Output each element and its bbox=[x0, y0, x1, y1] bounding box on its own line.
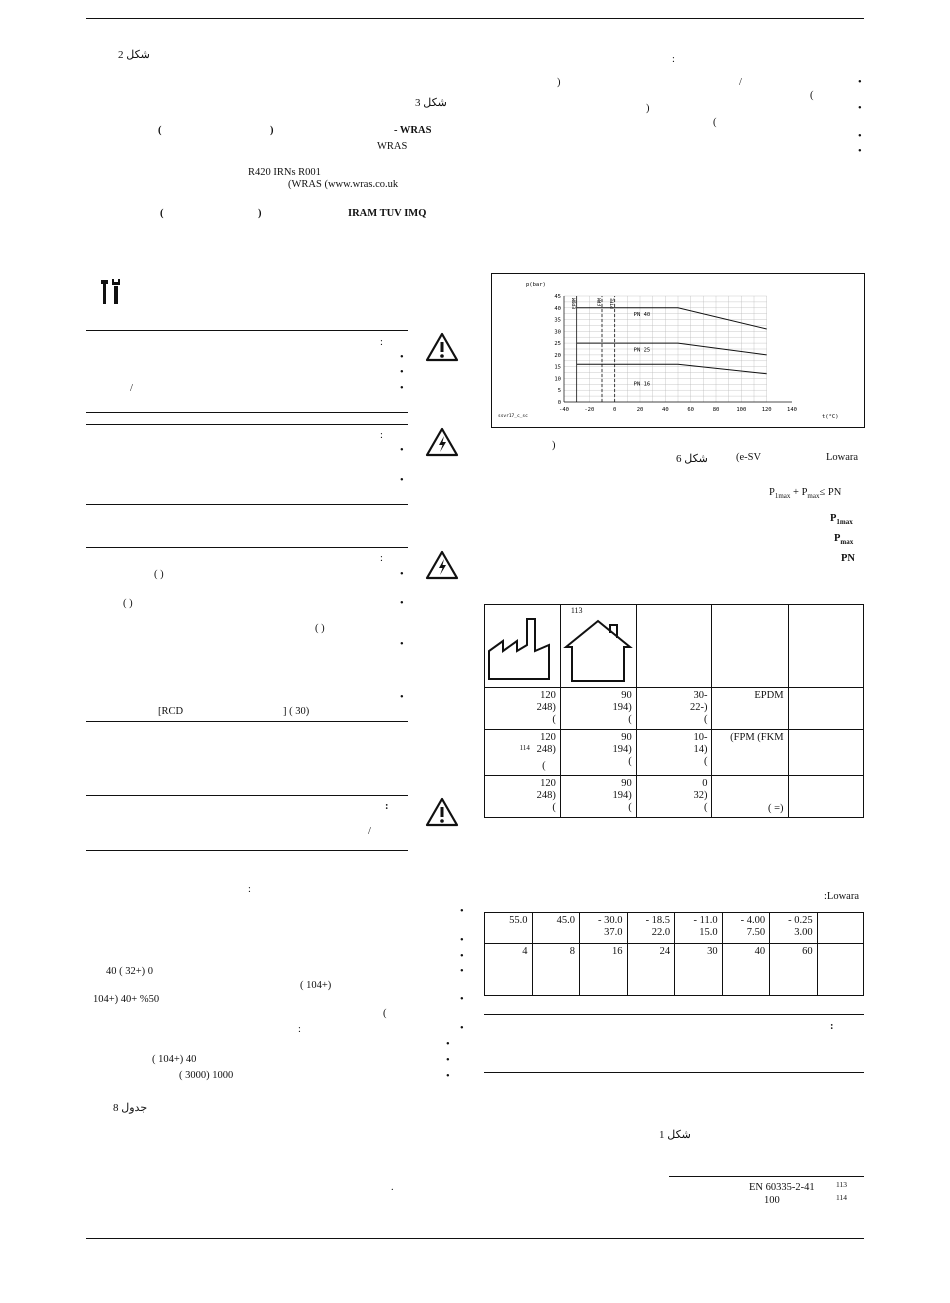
esv-model: (e-SV bbox=[736, 452, 762, 463]
industrial-icon-cell bbox=[485, 605, 561, 688]
x-tick-label: 20 bbox=[636, 407, 644, 413]
right-bullet-2 bbox=[858, 103, 862, 114]
chart-ticks bbox=[554, 294, 797, 413]
right-bullet-3 bbox=[858, 131, 862, 142]
box4-bottom-rule bbox=[86, 850, 408, 851]
pressure-formula: $P_{1max} + P_{max}\le$ PN bbox=[769, 487, 842, 501]
bottom-rule bbox=[86, 1238, 864, 1239]
figure-1-label: شكل 1 bbox=[659, 1129, 691, 1141]
box3-bullet-2 bbox=[400, 598, 404, 609]
right-b1-paren-close: ) bbox=[557, 77, 561, 88]
box1-top-rule bbox=[86, 330, 408, 331]
box4-colon: : bbox=[385, 801, 389, 812]
series-line bbox=[577, 308, 767, 329]
x-tick-label: 120 bbox=[761, 407, 772, 413]
y-tick-label: 5 bbox=[557, 388, 561, 395]
y-tick-label: 25 bbox=[554, 341, 561, 348]
lowara-label: :Lowara bbox=[824, 891, 859, 902]
box4-slash: / bbox=[368, 826, 371, 837]
y-tick-label: 35 bbox=[554, 317, 561, 324]
box3-rcd: [RCD bbox=[158, 706, 184, 717]
env-line-5: ( 104+) 40 bbox=[152, 1054, 197, 1065]
table2-value-cell: 16 bbox=[580, 944, 628, 996]
table2-header-cell: - 0.25 3.00 bbox=[770, 913, 818, 944]
series-line bbox=[577, 364, 767, 373]
table2-header-cell bbox=[817, 913, 863, 944]
table2-header-cell: 55.0 bbox=[485, 913, 533, 944]
x-tick-label: 80 bbox=[712, 407, 720, 413]
irns-line: R420 IRNs R001 bbox=[248, 167, 321, 178]
table2-header-cell: - 4.00 7.50 bbox=[722, 913, 770, 944]
table-row-epdm bbox=[485, 688, 864, 730]
domestic-icon-cell bbox=[560, 605, 636, 688]
env-line-3: 104+) 40+ %50 bbox=[93, 994, 160, 1005]
env-line-4: ( bbox=[383, 1008, 387, 1019]
x-tick-label: 0 bbox=[613, 407, 617, 413]
table-cell: 0 32) ( bbox=[636, 775, 712, 817]
box3-colon: : bbox=[380, 553, 383, 564]
pmax-term: $P_{max}$ bbox=[834, 533, 854, 547]
box2-colon: : bbox=[380, 430, 383, 441]
table-header-cell-4 bbox=[712, 605, 788, 688]
table2-value-cell: 24 bbox=[627, 944, 675, 996]
env-bullet-4 bbox=[460, 966, 464, 977]
box2-bullet-1 bbox=[400, 445, 404, 456]
figure-3-label: شكل 3 bbox=[415, 97, 447, 109]
box2-top-rule bbox=[86, 424, 408, 425]
x-tick-label: 140 bbox=[787, 407, 797, 413]
table2-header-cell: - 30.0 37.0 bbox=[580, 913, 628, 944]
box4-top-rule bbox=[86, 795, 408, 796]
box2-bottom-rule bbox=[86, 504, 408, 505]
box1-slash: / bbox=[130, 383, 133, 394]
env-bullet-6 bbox=[460, 1023, 464, 1034]
table2-value-cell bbox=[817, 944, 863, 996]
table2-header-cell: - 11.0 15.0 bbox=[675, 913, 723, 944]
electric-hazard-icon-1 bbox=[425, 427, 459, 460]
right-b1-slash: / bbox=[739, 77, 742, 88]
wras-paren-open: ( bbox=[158, 125, 162, 136]
warning-icon-1 bbox=[425, 332, 459, 365]
right-b2-paren-open: ( bbox=[713, 117, 717, 128]
box3-bottom-rule bbox=[86, 721, 408, 722]
env-bullet-8 bbox=[446, 1055, 450, 1066]
right-bullet-4 bbox=[858, 146, 862, 157]
box3-bullet-1 bbox=[400, 569, 404, 580]
x-tick-label: -20 bbox=[584, 407, 595, 413]
lowara-brand: Lowara bbox=[826, 452, 859, 463]
right-bullet-1 bbox=[858, 77, 862, 88]
footnote-114-text: 100 bbox=[764, 1195, 780, 1206]
figure-2-label: شكل 2 bbox=[118, 49, 150, 61]
wras-line: WRAS bbox=[377, 141, 408, 152]
electric-hazard-icon-2 bbox=[425, 550, 459, 583]
env-bullet-9 bbox=[446, 1071, 450, 1082]
table-cell bbox=[788, 688, 863, 730]
env-bullet-2 bbox=[460, 935, 464, 946]
house-icon bbox=[562, 617, 634, 683]
certification-marks: IRAM TUV IMQ bbox=[348, 208, 427, 219]
chart-ylabel: p(bar) bbox=[526, 282, 546, 288]
tools-icon bbox=[101, 278, 123, 309]
box1-bullet-3 bbox=[400, 383, 404, 394]
table-cell: EPDM bbox=[712, 688, 788, 730]
box1-bottom-rule bbox=[86, 412, 408, 413]
box3-top-rule bbox=[86, 547, 408, 548]
box3-paren-3: ( ) bbox=[315, 623, 325, 634]
table-cell: 120 248) ( bbox=[485, 775, 561, 817]
temperature-table bbox=[484, 604, 864, 818]
note-colon: : bbox=[830, 1021, 834, 1032]
fig6-paren: ) bbox=[552, 440, 556, 451]
y-tick-label: 10 bbox=[554, 376, 561, 383]
env-line-6: ( 3000) 1000 bbox=[179, 1070, 234, 1081]
x-tick-label: 40 bbox=[662, 407, 669, 413]
p1max-term: $P_{1max}$ bbox=[830, 513, 853, 527]
table2-values-row bbox=[485, 944, 864, 996]
env-line-2: ( 104+) bbox=[300, 980, 332, 991]
note-top-rule bbox=[484, 1014, 864, 1015]
x-tick-label: -40 bbox=[559, 407, 569, 413]
y-tick-label: 0 bbox=[557, 400, 561, 406]
y-tick-label: 15 bbox=[554, 364, 561, 371]
box3-bullet-4 bbox=[400, 692, 404, 703]
wras-url: (WRAS (www.wras.co.uk bbox=[288, 179, 399, 190]
table2-value-cell: 4 bbox=[485, 944, 533, 996]
table-header-cell-5 bbox=[788, 605, 863, 688]
table2-header-cell: 45.0 bbox=[532, 913, 580, 944]
box2-bullet-2 bbox=[400, 475, 404, 486]
env-bullet-5 bbox=[460, 994, 464, 1005]
table-cell bbox=[788, 775, 863, 817]
figure-6-label: شكل 6 bbox=[676, 453, 708, 465]
series-label: PN 40 bbox=[633, 312, 651, 319]
marks-paren-open: ( bbox=[160, 208, 164, 219]
top-rule bbox=[86, 18, 864, 19]
box1-bullet-1 bbox=[400, 352, 404, 363]
table-cell: 90 194) ( bbox=[560, 730, 636, 776]
table-cell: ( =) bbox=[712, 775, 788, 817]
box3-ma: ] ( 30) bbox=[283, 706, 310, 717]
table-row-ptfe bbox=[485, 775, 864, 817]
chart-xlabel: t(°C) bbox=[822, 414, 839, 420]
cell-value: 120 248) ( bbox=[536, 732, 556, 772]
table-cell: 90 194) ( bbox=[560, 775, 636, 817]
pressure-temperature-chart bbox=[491, 273, 865, 428]
table-footnote-ref-114: 114 bbox=[519, 744, 530, 752]
box1-bullet-2 bbox=[400, 367, 404, 378]
right-b1-paren-open: ( bbox=[810, 90, 814, 101]
wras-paren-close: ) bbox=[270, 125, 274, 136]
env-bullet-7 bbox=[446, 1039, 450, 1050]
env-colon-2: : bbox=[298, 1024, 301, 1035]
y-tick-label: 40 bbox=[554, 305, 561, 312]
env-colon: : bbox=[248, 884, 251, 895]
env-line-1: 40 ( 32+) 0 bbox=[106, 966, 154, 977]
footnote-rule bbox=[669, 1176, 864, 1177]
table-header-row bbox=[485, 605, 864, 688]
table2-value-cell: 8 bbox=[532, 944, 580, 996]
table2-value-cell: 30 bbox=[675, 944, 723, 996]
table2-value-cell: 40 bbox=[722, 944, 770, 996]
footnote-113-text: EN 60335-2-41 bbox=[749, 1182, 815, 1193]
right-b2-paren-close: ) bbox=[646, 103, 650, 114]
table2-value-cell: 60 bbox=[770, 944, 818, 996]
table-cell: 30- 22-) ( bbox=[636, 688, 712, 730]
bottom-dot: . bbox=[391, 1182, 394, 1193]
table-cell bbox=[788, 730, 863, 776]
marks-paren-close: ) bbox=[258, 208, 262, 219]
wras-heading: - WRAS bbox=[394, 125, 432, 136]
box3-paren-2: ( ) bbox=[123, 598, 133, 609]
y-tick-label: 30 bbox=[554, 329, 561, 336]
box1-colon: : bbox=[380, 337, 383, 348]
power-starts-table bbox=[484, 912, 864, 996]
pn-term: PN bbox=[841, 553, 855, 564]
table-footnote-ref-113: 113 bbox=[570, 606, 583, 615]
series-label: PN 16 bbox=[633, 381, 651, 388]
chart-code: ssvr17_c_sc bbox=[498, 414, 528, 419]
chart-svg bbox=[492, 274, 864, 427]
material-label: PTFE bbox=[610, 298, 616, 309]
table-header-cell-3 bbox=[636, 605, 712, 688]
x-tick-label: 60 bbox=[687, 407, 694, 413]
note-bottom-rule bbox=[484, 1072, 864, 1073]
warning-icon-2 bbox=[425, 797, 459, 830]
table-8-label: جدول 8 bbox=[113, 1102, 148, 1114]
y-tick-label: 45 bbox=[554, 294, 561, 300]
table2-header-cell: - 18.5 22.0 bbox=[627, 913, 675, 944]
footnote-113-number: 113 bbox=[836, 1180, 847, 1189]
table-cell: 90 194) ( bbox=[560, 688, 636, 730]
box3-bullet-3 bbox=[400, 639, 404, 650]
table-cell bbox=[485, 730, 561, 776]
footnote-114-number: 114 bbox=[836, 1193, 847, 1202]
table-cell: 120 248) ( bbox=[485, 688, 561, 730]
right-top-colon: : bbox=[672, 54, 675, 65]
table-cell: (FPM (FKM bbox=[712, 730, 788, 776]
env-bullet-3 bbox=[460, 951, 464, 962]
table-cell: 10- 14) ( bbox=[636, 730, 712, 776]
chart-grid bbox=[564, 296, 792, 402]
table2-header-row bbox=[485, 913, 864, 944]
x-tick-label: 100 bbox=[736, 407, 747, 413]
box3-paren-1: ( ) bbox=[154, 569, 164, 580]
table-row-fpm bbox=[485, 730, 864, 776]
env-bullet-1 bbox=[460, 906, 464, 917]
material-label: EPDM bbox=[572, 298, 578, 309]
y-tick-label: 20 bbox=[554, 352, 561, 359]
series-label: PN 25 bbox=[633, 347, 651, 354]
material-label: FPM bbox=[598, 298, 603, 307]
factory-icon bbox=[487, 609, 553, 681]
